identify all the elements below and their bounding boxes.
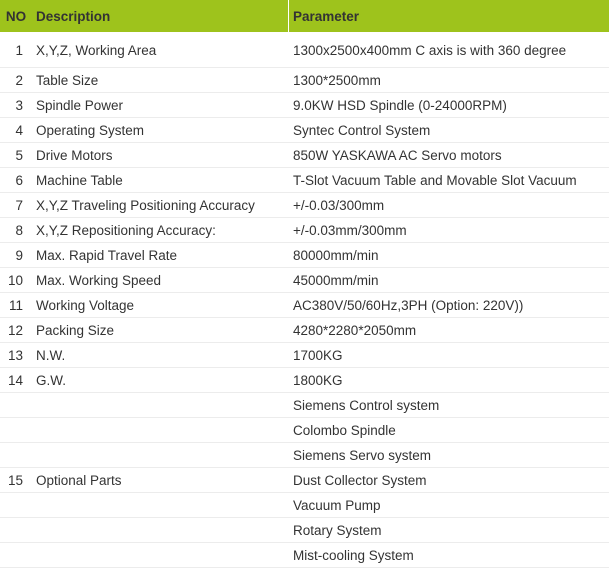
row-number: 15 [0, 468, 32, 493]
row-number [0, 493, 32, 518]
row-description: Working Voltage [32, 293, 288, 318]
row-number: 7 [0, 193, 32, 218]
row-parameter: Siemens Control system [288, 393, 609, 418]
row-parameter: 1800KG [288, 368, 609, 393]
table-row [0, 368, 609, 393]
row-parameter: 4280*2280*2050mm [288, 318, 609, 343]
row-parameter: 45000mm/min [288, 268, 609, 293]
row-parameter: Rotary System [288, 518, 609, 543]
table-row [0, 168, 609, 193]
row-parameter: 850W YASKAWA AC Servo motors [288, 143, 609, 168]
row-description: N.W. [32, 343, 288, 368]
row-description: Spindle Power [32, 93, 288, 118]
row-description [32, 443, 288, 468]
table-row [0, 518, 609, 543]
row-parameter: Siemens Servo system [288, 443, 609, 468]
table-row [0, 143, 609, 168]
row-description [32, 418, 288, 443]
row-description: X,Y,Z Traveling Positioning Accuracy [32, 193, 288, 218]
table-row [0, 93, 609, 118]
row-description: G.W. [32, 368, 288, 393]
row-description [32, 518, 288, 543]
row-parameter: 80000mm/min [288, 243, 609, 268]
row-parameter: 1300*2500mm [288, 68, 609, 93]
row-parameter: +/-0.03mm/300mm [288, 218, 609, 243]
row-parameter: 1300x2500x400mm C axis is with 360 degree [288, 33, 609, 68]
row-number: 8 [0, 218, 32, 243]
table-row [0, 543, 609, 568]
header-description: Description [32, 0, 288, 33]
row-parameter: T-Slot Vacuum Table and Movable Slot Vacuum [288, 168, 609, 193]
table-row [0, 393, 609, 418]
table-row [0, 318, 609, 343]
table-row [0, 493, 609, 518]
row-number [0, 418, 32, 443]
row-parameter: Mist-cooling System [288, 543, 609, 568]
row-description [32, 493, 288, 518]
table-row [0, 118, 609, 143]
row-description: Table Size [32, 68, 288, 93]
row-description: Packing Size [32, 318, 288, 343]
table-row [0, 68, 609, 93]
table-row [0, 343, 609, 368]
row-parameter: Dust Collector System [288, 468, 609, 493]
row-description: Optional Parts [32, 468, 288, 493]
row-number: 11 [0, 293, 32, 318]
row-number: 12 [0, 318, 32, 343]
row-parameter: AC380V/50/60Hz,3PH (Option: 220V)) [288, 293, 609, 318]
row-description: Drive Motors [32, 143, 288, 168]
table-row [0, 293, 609, 318]
table-row [0, 443, 609, 468]
row-number [0, 518, 32, 543]
row-number: 14 [0, 368, 32, 393]
row-number: 13 [0, 343, 32, 368]
row-number: 5 [0, 143, 32, 168]
row-number: 2 [0, 68, 32, 93]
row-number: 3 [0, 93, 32, 118]
table-header-row [0, 0, 609, 33]
row-parameter: +/-0.03/300mm [288, 193, 609, 218]
table-row [0, 218, 609, 243]
row-description: X,Y,Z Repositioning Accuracy: [32, 218, 288, 243]
row-number [0, 393, 32, 418]
header-parameter: Parameter [288, 0, 609, 33]
row-description: X,Y,Z, Working Area [32, 33, 288, 68]
row-parameter: Colombo Spindle [288, 418, 609, 443]
row-description [32, 543, 288, 568]
table-row [0, 468, 609, 493]
row-description: Operating System [32, 118, 288, 143]
row-parameter: Vacuum Pump [288, 493, 609, 518]
row-description [32, 393, 288, 418]
row-number: 4 [0, 118, 32, 143]
row-number: 1 [0, 33, 32, 68]
row-description: Max. Working Speed [32, 268, 288, 293]
row-number: 10 [0, 268, 32, 293]
table-row [0, 418, 609, 443]
row-number: 9 [0, 243, 32, 268]
table-row [0, 33, 609, 68]
table-row [0, 268, 609, 293]
row-parameter: Syntec Control System [288, 118, 609, 143]
row-number [0, 543, 32, 568]
row-description: Machine Table [32, 168, 288, 193]
row-parameter: 9.0KW HSD Spindle (0-24000RPM) [288, 93, 609, 118]
row-parameter: 1700KG [288, 343, 609, 368]
table-row [0, 243, 609, 268]
table-row [0, 193, 609, 218]
row-number [0, 443, 32, 468]
row-description: Max. Rapid Travel Rate [32, 243, 288, 268]
header-no: NO [0, 0, 32, 33]
row-number: 6 [0, 168, 32, 193]
